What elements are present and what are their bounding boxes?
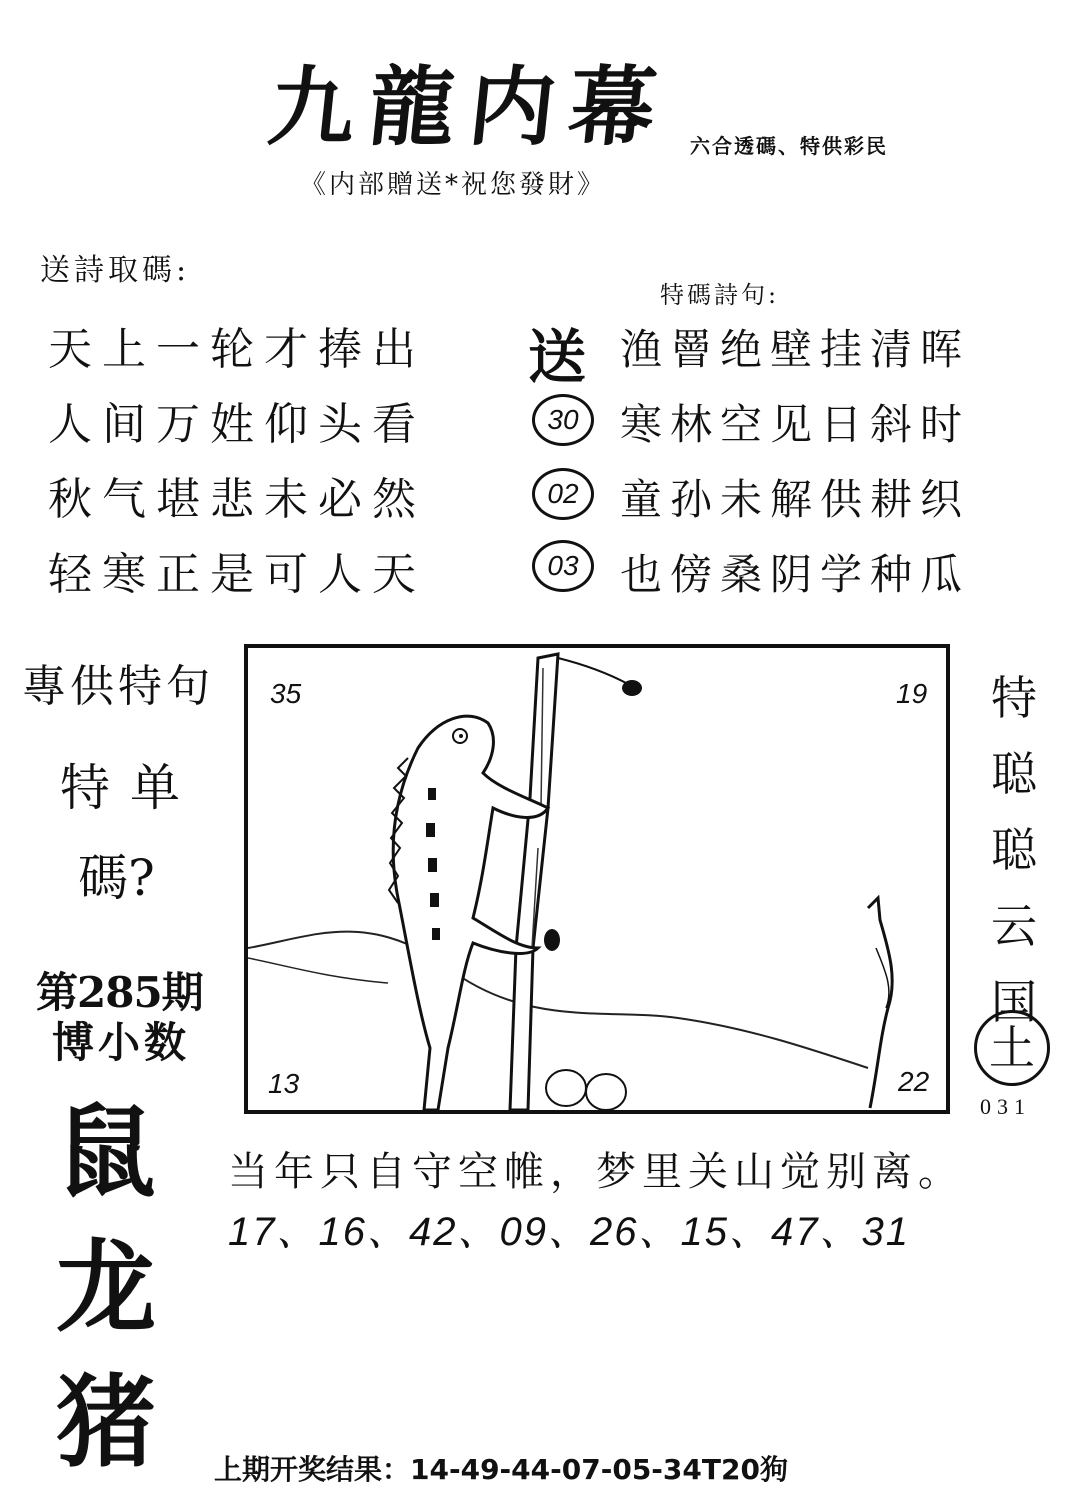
special-sentence-label: 專供特句 [22,661,214,712]
zodiac-char: 鼠 [56,1093,156,1211]
hint-verse: 当年只自守空帷，梦里关山觉别离。 [228,1149,964,1195]
corner-number-bottom-right: 22 [898,1066,930,1097]
small-number-label: 博小数 [52,1018,191,1067]
tema-line: 也傍桑阴学种瓜 [620,550,971,599]
poem-right [620,312,970,612]
side-right-char: 聪 [991,747,1037,801]
circle-number: 30 [532,394,594,446]
illustration-frame [244,644,950,1114]
element-number: 031 [980,1094,1031,1119]
header-tagline: 六合透碼、特供彩民 [690,134,888,158]
poem-line: 秋气堪悲未必然 [48,474,426,525]
tema-line: 寒林空见日斜时 [620,400,971,449]
element-badge: 土 [974,1010,1050,1086]
tema-line: 童孙未解供耕织 [620,475,971,524]
poem-label: 送詩取碼: [40,253,191,288]
side-right-char: 国 [991,975,1037,1029]
lizard-illustration [248,648,946,1110]
special-single-label: 特单 [60,759,200,817]
poem-line: 天上一轮才捧出 [48,324,426,375]
side-right-char: 云 [991,899,1037,953]
side-right-char: 特 [991,671,1037,725]
number-list: 17、16、42、09、26、15、47、31 [228,1210,910,1254]
tema-label: 特碼詩句: [660,281,780,309]
poem-line: 人间万姓仰头看 [48,399,426,450]
side-right-char: 聪 [991,823,1037,877]
corner-number-top-right: 19 [896,678,928,709]
issue-number: 第285期 [36,968,203,1017]
zodiac-list [46,1085,166,1490]
poem-line: 轻寒正是可人天 [48,549,426,600]
poem-left [48,312,426,612]
tema-line: 渔罾绝壁挂清晖 [620,325,971,374]
page-title: 九龍内幕 [263,57,675,158]
corner-number-bottom-left: 13 [268,1068,300,1099]
zodiac-char: 猪 [56,1363,156,1481]
side-right-column [984,660,1044,1040]
special-code-question: 碼? [78,849,155,907]
song-badge: 送 [528,323,587,391]
zodiac-char: 龙 [56,1228,156,1346]
circle-number: 03 [532,540,594,592]
last-draw-result: 上期开奖结果：14-49-44-07-05-34T20狗 [214,1453,788,1486]
header-subtitle: 《内部贈送*祝您發財》 [300,170,607,200]
circle-number: 02 [532,468,594,520]
corner-number-top-left: 35 [270,678,302,709]
